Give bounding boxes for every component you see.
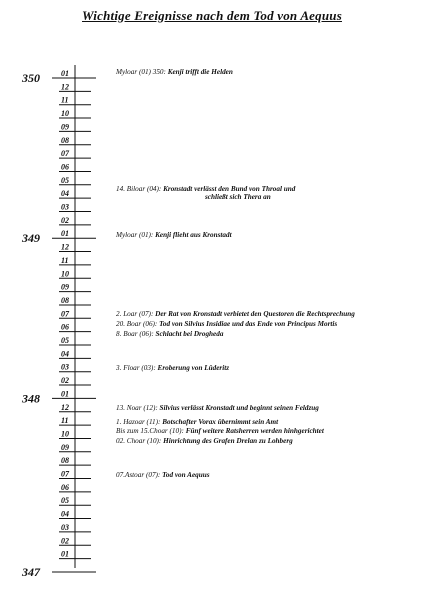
event-4 [116, 320, 337, 328]
event-8 [116, 418, 278, 426]
month-tick-label: 07 [61, 149, 69, 159]
month-tick-label: 03 [61, 362, 69, 372]
page-title: Wichtige Ereignisse nach dem Tod von Aequus [82, 8, 342, 23]
month-tick-label: 10 [61, 109, 69, 119]
year-label: 350 [22, 71, 40, 85]
event-text: Kenji flieht aus Kronstadt [155, 231, 232, 239]
event-date: 07.Astoar (07): [116, 471, 163, 479]
event-text: Kronstadt verlässt den Bund von Throal und [163, 185, 296, 193]
event-date: Myloar (01) 350: [116, 68, 168, 76]
event-date: 20. Boar (06): [116, 320, 160, 328]
month-tick-label: 07 [61, 469, 69, 479]
year-label: 347 [22, 564, 40, 579]
year-label: 348 [22, 391, 40, 406]
month-tick-label: 05 [61, 175, 69, 185]
month-tick-label: 03 [61, 522, 69, 532]
event-text-line2: schließt sich Thera an [205, 193, 271, 201]
event-0 [116, 68, 233, 76]
event-text: Tod von Silvius Insidiae und das Ende von Principus Mortis [159, 320, 338, 328]
month-tick-label: 05 [61, 496, 69, 506]
event-date: 8. Boar (06): [116, 330, 156, 338]
month-tick-label: 01 [61, 69, 69, 78]
event-date: Bis zum 15.Choar (10): [116, 427, 186, 435]
month-tick-label: 02 [61, 536, 69, 546]
month-tick-label: 02 [61, 376, 69, 386]
month-tick-label: 08 [61, 456, 69, 466]
month-tick-label: 03 [61, 202, 69, 212]
event-text: Tod von Aequus [162, 471, 210, 479]
month-tick-label: 07 [61, 309, 69, 319]
month-tick-label: 11 [61, 255, 69, 265]
month-tick-label: 08 [61, 135, 69, 145]
event-10 [116, 437, 293, 445]
month-tick-label: 06 [61, 162, 69, 172]
event-text: Botschafter Vorax übernimmt sein Amt [162, 418, 279, 426]
month-tick-label: 12 [61, 402, 69, 412]
month-tick-label: 10 [61, 269, 69, 279]
event-7 [116, 404, 319, 412]
event-text: Kenji trifft die Helden [167, 68, 233, 76]
month-tick-label: 10 [61, 429, 69, 439]
month-tick-label: 09 [61, 442, 69, 452]
year-label: 349 [22, 231, 40, 246]
month-tick-label: 04 [61, 509, 69, 519]
event-date: 2. Loar (07): [116, 310, 156, 318]
month-tick-label: 06 [61, 322, 69, 332]
month-tick-label: 01 [61, 229, 69, 239]
month-tick-label: 12 [61, 82, 69, 92]
event-9 [116, 427, 324, 435]
month-tick-label: 08 [61, 295, 69, 305]
event-text: Hinrichtung des Grafen Drelan zu Lohberg [163, 437, 293, 445]
event-date: 1. Hazoar (11): [116, 418, 163, 426]
event-6 [116, 364, 229, 372]
month-tick-label: 11 [61, 416, 69, 426]
month-tick-label: 06 [61, 482, 69, 492]
month-tick-label: 04 [61, 349, 69, 359]
month-tick-label: 01 [61, 389, 69, 399]
month-tick-label: 11 [61, 95, 69, 105]
month-tick-label: 12 [61, 242, 69, 252]
month-tick-label: 09 [61, 282, 69, 292]
event-text: Silvius verlässt Kronstadt und beginnt seinen Feldzug [159, 404, 319, 412]
event-1 [116, 185, 295, 201]
event-text: Schlacht bei Drogheda [155, 330, 224, 338]
event-date: 02. Choar (10): [116, 437, 164, 445]
event-text: Fünf weitere Ratsherren werden hinhgerichtet [185, 427, 324, 435]
event-3 [116, 310, 355, 318]
event-date: 13. Noar (12): [116, 404, 160, 412]
month-tick-label: 01 [61, 549, 69, 559]
month-tick-label: 04 [61, 189, 69, 199]
event-text: Eroberung von Lüderitz [157, 364, 230, 372]
event-2 [116, 231, 232, 239]
event-11 [116, 471, 210, 479]
event-date: 3. Floar (03): [116, 364, 158, 372]
event-text: Der Rat von Kronstadt verbietet den Questoren die Rechtsprechung [155, 310, 355, 318]
event-date: 14. Biloar (04): [116, 185, 164, 193]
month-tick-label: 05 [61, 336, 69, 345]
month-tick-label: 02 [61, 215, 69, 225]
month-tick-label: 09 [61, 122, 69, 132]
event-5 [116, 330, 223, 338]
event-date: Myloar (01): [116, 231, 156, 239]
